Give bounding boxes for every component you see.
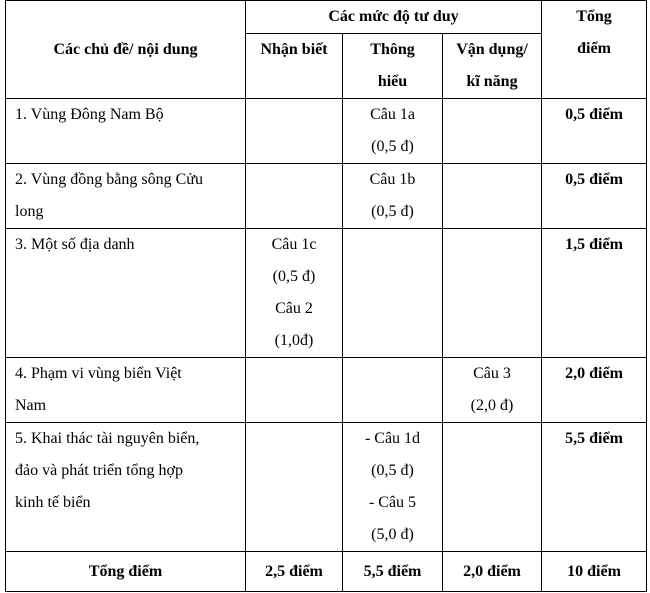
row-understand [343, 164, 443, 229]
row-apply [443, 99, 542, 164]
row-total: 0,5 điểm [542, 99, 647, 164]
row-cell-line: (2,0 đ) [470, 397, 514, 414]
row-cell-line: (0,5 đ) [371, 462, 414, 479]
row-recognize [246, 423, 343, 552]
row-apply [443, 164, 542, 229]
row-cell-line: (5,0 đ) [371, 526, 414, 543]
header-level-line: Nhận biết [260, 41, 328, 58]
header-level-line: Vận dụng/ [456, 41, 528, 58]
table-row [6, 423, 647, 552]
row-recognize [246, 99, 343, 164]
row-recognize [246, 229, 343, 358]
header-level-line: kĩ năng [466, 73, 518, 90]
row-topic-line: 2. Vùng đồng bằng sông Cửu [15, 171, 203, 188]
row-apply [443, 423, 542, 552]
header-total [542, 1, 647, 99]
row-topic-line: 5. Khai thác tài nguyên biển, [15, 430, 200, 447]
table-row [6, 358, 647, 423]
row-total: 5,5 điểm [542, 423, 647, 552]
row-topic-line: 4. Phạm vi vùng biển Việt [15, 365, 182, 382]
row-topic [6, 423, 246, 552]
header-level-understand [343, 34, 443, 99]
row-topic [6, 164, 246, 229]
header-total-line: Tổng [576, 8, 612, 25]
row-topic-line: 3. Một số địa danh [15, 236, 135, 253]
row-cell-line: (0,5 đ) [272, 268, 316, 285]
row-topic-line: 1. Vùng Đông Nam Bộ [15, 106, 164, 123]
header-level-line: hiểu [377, 73, 408, 90]
score-matrix [5, 0, 647, 592]
row-cell-line: (1,0đ) [274, 332, 314, 349]
table-row [6, 99, 647, 164]
header-total-line: điểm [577, 40, 611, 57]
header-topic: Các chủ đề/ nội dung [6, 1, 246, 99]
total-label: Tổng điểm [6, 552, 246, 592]
row-topic-line: long [15, 203, 44, 220]
row-cell-line: (0,5 đ) [371, 203, 414, 220]
row-cell-line: Câu 2 [275, 300, 313, 317]
row-understand [343, 358, 443, 423]
total-recognize: 2,5 điểm [246, 552, 343, 592]
row-cell-line: Câu 1c [271, 236, 317, 253]
header-level-line: Thông [370, 41, 415, 58]
table-row [6, 164, 647, 229]
row-recognize [246, 358, 343, 423]
table-row [6, 229, 647, 358]
row-understand [343, 99, 443, 164]
row-cell-line: Câu 3 [473, 365, 511, 382]
total-row [6, 552, 647, 592]
row-apply [443, 358, 542, 423]
row-cell-line: Câu 1b [369, 171, 416, 188]
row-total: 2,0 điểm [542, 358, 647, 423]
row-topic-line: đảo và phát triển tổng hợp [15, 462, 183, 479]
row-apply [443, 229, 542, 358]
row-recognize [246, 164, 343, 229]
row-understand [343, 229, 443, 358]
score-table [5, 0, 647, 592]
row-understand [343, 423, 443, 552]
row-cell-line: (0,5 đ) [371, 138, 414, 155]
total-grand: 10 điểm [542, 552, 647, 592]
row-topic-line: kinh tế biển [15, 494, 91, 511]
row-topic [6, 229, 246, 358]
row-total: 0,5 điểm [542, 164, 647, 229]
row-cell-line: Câu 1a [370, 106, 415, 123]
row-cell-line: - Câu 5 [368, 494, 417, 511]
row-topic [6, 99, 246, 164]
row-cell-line: - Câu 1d [364, 430, 421, 447]
header-levels-group: Các mức độ tư duy [246, 1, 542, 34]
row-total: 1,5 điểm [542, 229, 647, 358]
row-topic [6, 358, 246, 423]
total-understand: 5,5 điểm [343, 552, 443, 592]
total-apply: 2,0 điểm [443, 552, 542, 592]
header-level-recognize [246, 34, 343, 99]
header-level-apply [443, 34, 542, 99]
row-topic-line: Nam [15, 397, 47, 414]
